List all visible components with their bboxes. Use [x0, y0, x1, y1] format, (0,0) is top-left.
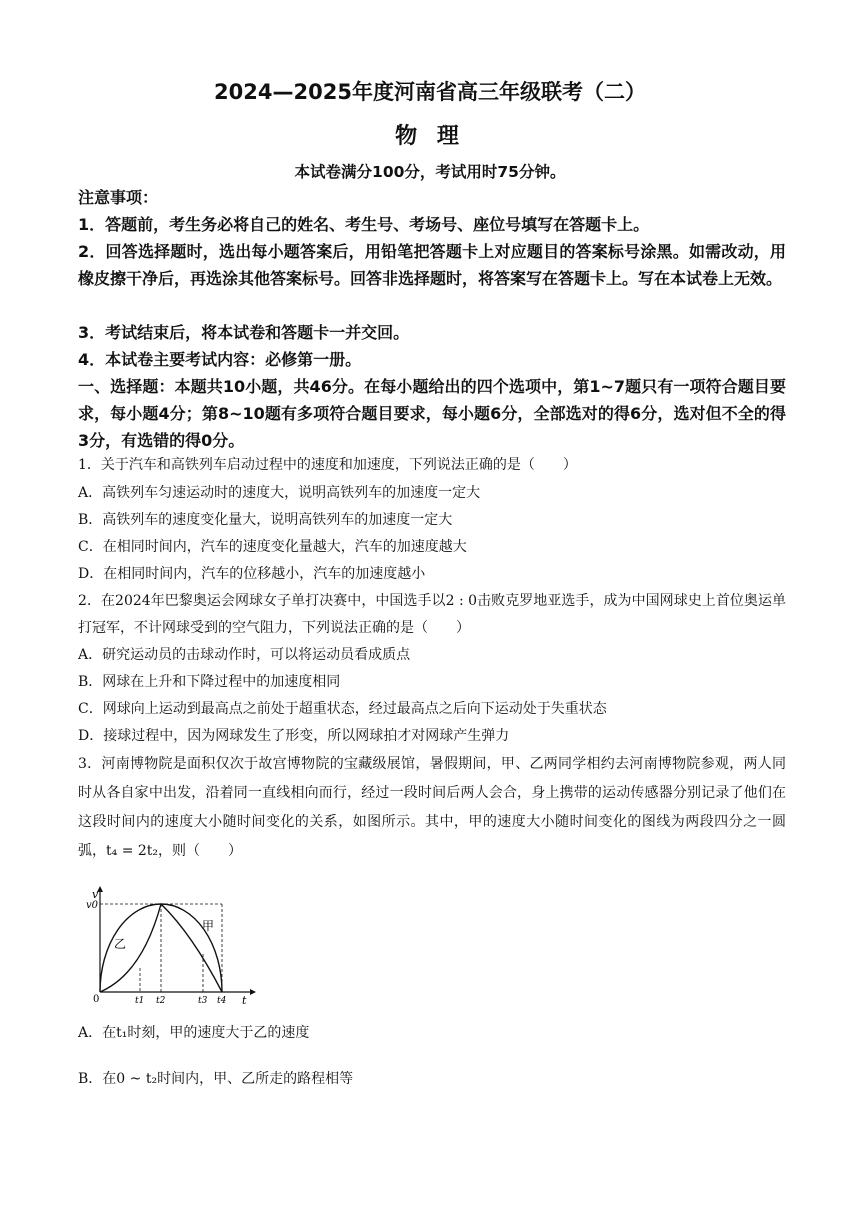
velocity-time-figure	[86, 884, 262, 1007]
jia-curve-up	[100, 904, 161, 992]
question-option: A．研究运动员的击球动作时，可以将运动员看成质点	[78, 647, 411, 663]
jia-curve-down	[161, 904, 222, 992]
t4-label: t4	[217, 996, 227, 1006]
question-option: B．在0 ~ t₂时间内，甲、乙所走的路程相等	[78, 1071, 354, 1087]
subject-title: 物 理	[395, 124, 465, 149]
section-heading: 一、选择题：本题共10小题，共46分。在每小题给出的四个选项中，第1~7题只有一项符合题目要求，每小题4分；第8~10题有多项符合题目要求，每小题6分，全部选对的得6分，选对但不全的得3分，有选错的得0分。	[78, 377, 786, 450]
vt-graph	[86, 884, 262, 1007]
notice-item: 1．答题前，考生务必将自己的姓名、考生号、考场号、座位号填写在答题卡上。	[78, 215, 650, 234]
origin-label: 0	[93, 994, 100, 1005]
notice-heading: 注意事项：	[78, 188, 159, 207]
question-option: B．高铁列车的速度变化量大，说明高铁列车的加速度一定大	[78, 512, 453, 528]
question-option: D．在相同时间内，汽车的位移越小，汽车的加速度越小	[78, 566, 426, 582]
v0-label: v0	[86, 900, 99, 911]
score-note: 本试卷满分100分，考试用时75分钟。	[294, 163, 566, 181]
question-option: A．在t₁时刻，甲的速度大于乙的速度	[78, 1025, 310, 1041]
notice-item: 3．考试结束后，将本试卷和答题卡一并交回。	[78, 323, 410, 342]
v-axis-label: v	[92, 888, 99, 901]
t3-label: t3	[198, 996, 208, 1006]
question-stem: 3．河南博物院是面积仅次于故宫博物院的宝藏级展馆，暑假期间，甲、乙两同学相约去河南博物院参观，两人同时从各自家中出发，沿着同一直线相向而行，经过一段时间后两人会合，身上携带的运动传感器分别记录了他们在这段时间内的速度大小随时间变化的关系，如图所示。其中，甲的速度大小随时间变化的图线为两段四分之一圆弧，t₄ = 2t₂，则（ ）	[78, 756, 786, 859]
t-axis-label: t	[242, 994, 247, 1007]
question-stem: 2．在2024年巴黎奥运会网球女子单打决赛中，中国选手以2 : 0击败克罗地亚选手，成为中国网球史上首位奥运单打冠军，不计网球受到的空气阻力，下列说法正确的是（ ）	[78, 593, 786, 636]
t1-label: t1	[135, 996, 145, 1006]
t-axis-arrow	[250, 989, 256, 995]
question-stem: 1．关于汽车和高铁列车启动过程中的速度和加速度，下列说法正确的是（ ）	[78, 457, 577, 473]
question-option: D．接球过程中，因为网球发生了形变，所以网球拍才对网球产生弹力	[78, 728, 510, 744]
t2-label: t2	[156, 996, 166, 1006]
yi-label: 乙	[114, 937, 127, 951]
question-option: B．网球在上升和下降过程中的加速度相同	[78, 674, 341, 690]
notice-item: 2．回答选择题时，选出每小题答案后，用铅笔把答题卡上对应题目的答案标号涂黑。如需改动，用橡皮擦干净后，再选涂其他答案标号。回答非选择题时，将答案写在答题卡上。写在本试卷上无效。	[78, 242, 786, 288]
jia-label: 甲	[202, 919, 215, 933]
notice-item: 4．本试卷主要考试内容：必修第一册。	[78, 350, 362, 369]
question-option: C．在相同时间内，汽车的速度变化量越大，汽车的加速度越大	[78, 539, 467, 555]
exam-title: 2024—2025年度河南省高三年级联考（二）	[214, 80, 646, 104]
yi-curve-up	[100, 904, 161, 992]
question-option: C．网球向上运动到最高点之前处于超重状态，经过最高点之后向下运动处于失重状态	[78, 701, 607, 717]
question-option: A．高铁列车匀速运动时的速度大，说明高铁列车的加速度一定大	[78, 485, 481, 501]
yi-curve-down	[161, 904, 222, 992]
